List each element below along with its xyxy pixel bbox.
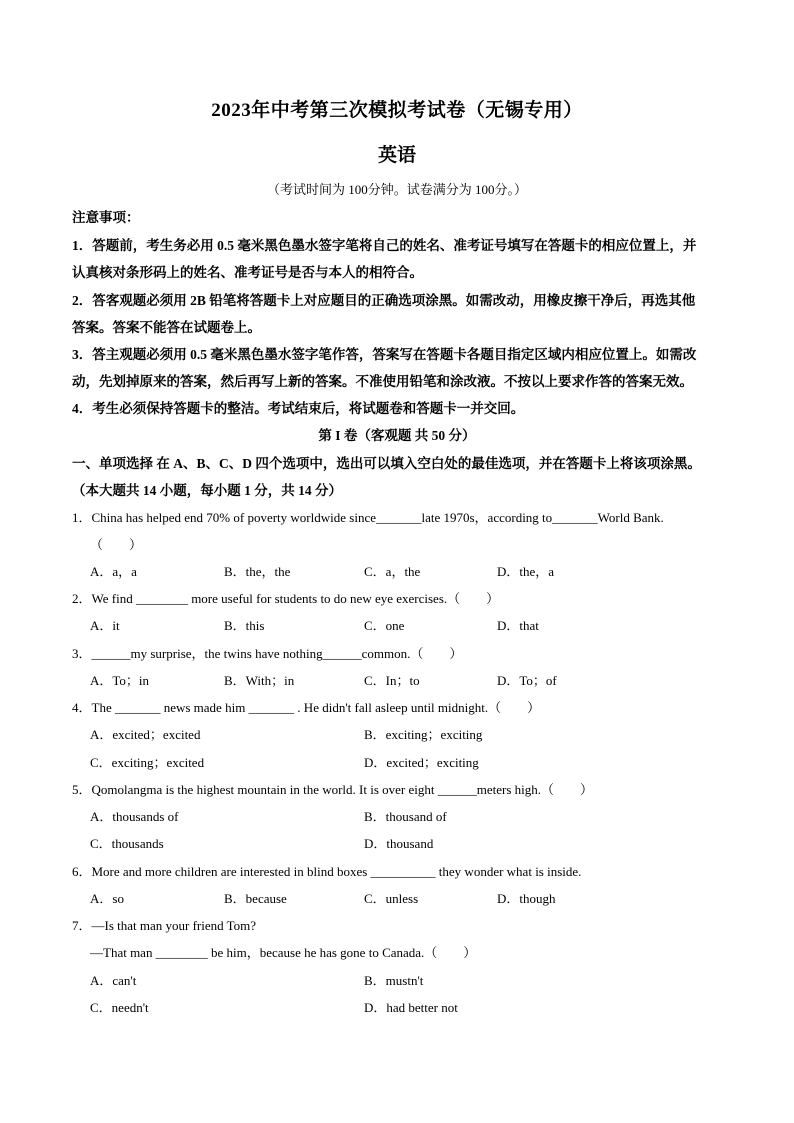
question-5-option-d: D．thousand — [364, 836, 434, 851]
question-3-option-b: B．With；in — [224, 673, 295, 688]
question-5-option-b: B．thousand of — [364, 809, 447, 824]
section-scoring: （本大题共 14 小题，每小题 1 分，共 14 分） — [72, 483, 342, 498]
question-7-option-a: A．can't — [90, 973, 137, 988]
question-2-text: 2．We find ________ more useful for students to do new eye exercises.（ ） — [72, 591, 500, 606]
notice-4-line-1: 4．考生必须保持答题卡的整洁。考试结束后，将试题卷和答题卡一并交回。 — [72, 401, 525, 416]
exam-title: 2023年中考第三次模拟考试卷（无锡专用） — [211, 100, 583, 121]
question-2-option-a: A．it — [90, 618, 120, 633]
question-1-text: 1．China has helped end 70% of poverty worldwide since_______late 1970s，according to_______World Bank. — [72, 510, 664, 525]
question-6-text: 6．More and more children are interested in blind boxes __________ they wonder what is inside. — [72, 864, 582, 879]
notice-3-line-1: 3．答主观题必须用 0.5 毫米黑色墨水签字笔作答，答案写在答题卡各题目指定区域内相应位置上。如需改 — [72, 347, 697, 362]
question-1-answer-blank: （ ） — [90, 537, 143, 552]
question-4-option-c: C．exciting；excited — [90, 755, 205, 770]
question-7-text: 7．—Is that man your friend Tom? — [72, 918, 257, 933]
question-3-option-c: C．In；to — [364, 673, 420, 688]
section-instructions: 一、单项选择 在 A、B、C、D 四个选项中，选出可以填入空白处的最佳选项，并在答题卡上将该项涂黑。 — [72, 456, 701, 471]
question-4-text: 4．The _______ news made him _______ . He didn't fall asleep until midnight.（ ） — [72, 700, 541, 715]
notice-2-line-1: 2．答客观题必须用 2B 铅笔将答题卡上对应题目的正确选项涂黑。如需改动，用橡皮擦干净后，再选其他 — [72, 293, 696, 308]
question-2-option-d: D．that — [497, 618, 539, 633]
question-6-option-a: A．so — [90, 891, 124, 906]
question-1-option-a: A．a，a — [90, 564, 137, 579]
question-6-option-b: B．because — [224, 891, 287, 906]
notice-2-line-2: 答案。答案不能答在试题卷上。 — [72, 320, 261, 335]
question-3-text: 3．______my surprise，the twins have nothing______common.（ ） — [72, 646, 463, 661]
question-7-text-response: —That man ________ be him，because he has gone to Canada.（ ） — [90, 945, 477, 960]
question-2-option-c: C．one — [364, 618, 405, 633]
question-6-option-d: D．though — [497, 891, 556, 906]
part-title: 第 I 卷（客观题 共 50 分） — [318, 428, 476, 443]
question-1-option-b: B．the，the — [224, 564, 291, 579]
question-4-option-b: B．exciting；exciting — [364, 727, 483, 742]
question-3-option-a: A．To；in — [90, 673, 150, 688]
notice-1-line-1: 1．答题前，考生务必用 0.5 毫米黑色墨水签字笔将自己的姓名、准考证号填写在答题卡的相应位置上，并 — [72, 238, 697, 253]
question-7-option-d: D．had better not — [364, 1000, 458, 1015]
exam-time-note: （考试时间为 100分钟。试卷满分为 100分。） — [266, 182, 527, 197]
notice-heading: 注意事项： — [72, 210, 140, 225]
question-7-option-c: C．needn't — [90, 1000, 149, 1015]
question-2-option-b: B．this — [224, 618, 265, 633]
question-5-text: 5．Qomolangma is the highest mountain in the world. It is over eight ______meters high.（ ） — [72, 782, 594, 797]
subject-title: 英语 — [377, 145, 416, 166]
question-1-option-d: D．the，a — [497, 564, 555, 579]
notice-3-line-2: 动，先划掉原来的答案，然后再写上新的答案。不准使用铅笔和涂改液。不按以上要求作答的答案无效。 — [72, 374, 693, 389]
question-7-option-b: B．mustn't — [364, 973, 424, 988]
notice-1-line-2: 认真核对条形码上的姓名、准考证号是否与本人的相符合。 — [72, 265, 423, 280]
question-6-option-c: C．unless — [364, 891, 419, 906]
question-5-option-a: A．thousands of — [90, 809, 179, 824]
question-3-option-d: D．To；of — [497, 673, 557, 688]
question-5-option-c: C．thousands — [90, 836, 164, 851]
question-4-option-a: A．excited；excited — [90, 727, 201, 742]
question-1-option-c: C．a，the — [364, 564, 421, 579]
question-4-option-d: D．excited；exciting — [364, 755, 479, 770]
